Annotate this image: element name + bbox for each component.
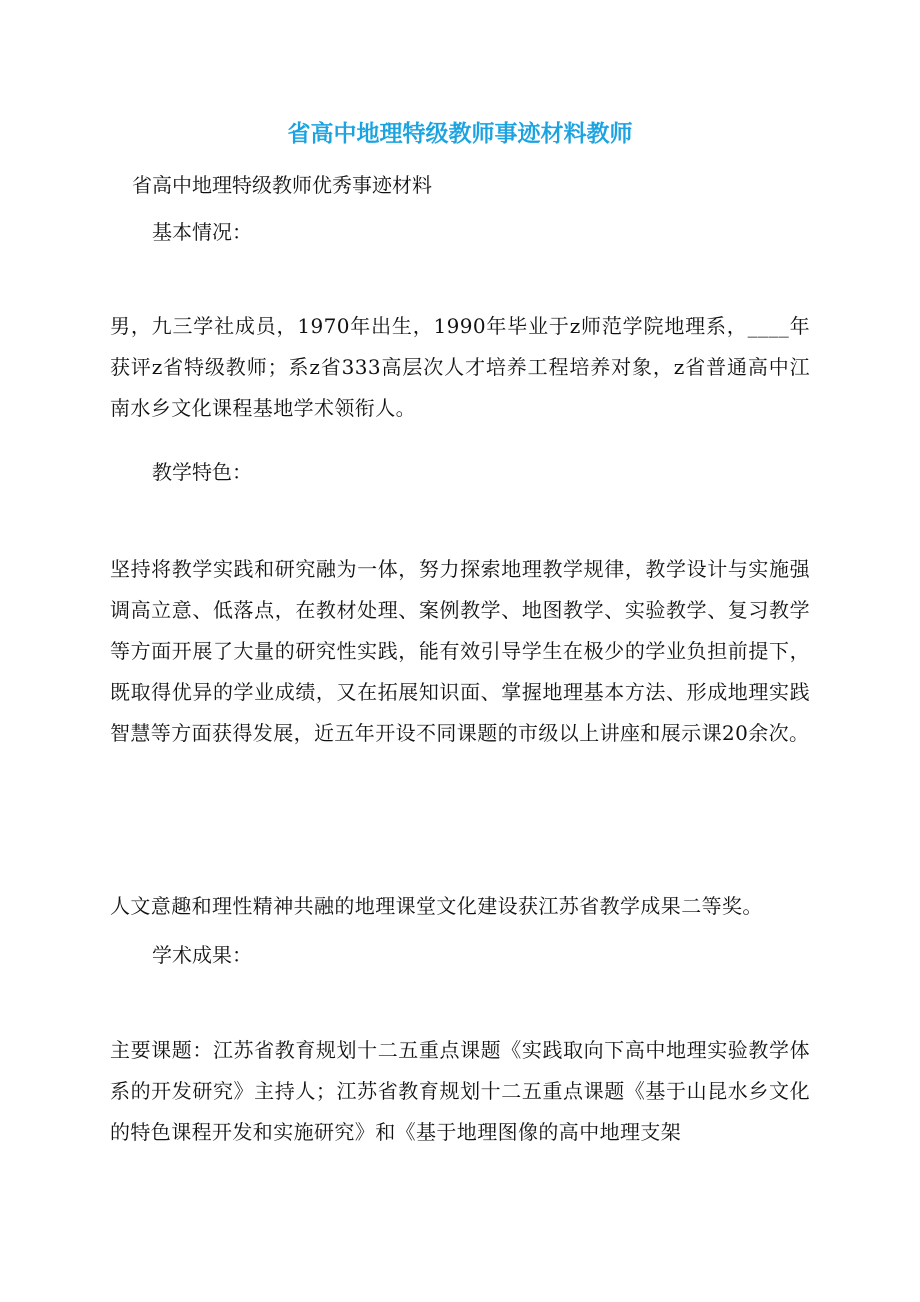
document-title: 省高中地理特级教师事迹材料教师: [287, 121, 633, 147]
teaching-features-paragraph: 坚持将教学实践和研究融为一体，努力探索地理教学规律，教学设计与实施强调高立意、低落点，在教材处理、案例教学、地图教学、实验教学、复习教学等方面开展了大量的研究性实践，能有效引导学生在极少的学业负担前提下，既取得优异的学业成绩，又在拓展知识面、掌握地理基本方法、形成地理实践智慧等方面获得发展，近五年开设不同课题的市级以上讲座和展示课20余次。: [110, 557, 810, 745]
section-heading-academic: 学术成果：: [152, 943, 252, 967]
section-heading-basic: 基本情况：: [152, 220, 252, 244]
teaching-award-paragraph: 人文意趣和理性精神共融的地理课堂文化建设获江苏省教学成果二等奖。: [110, 894, 763, 918]
document-subtitle: 省高中地理特级教师优秀事迹材料: [132, 173, 432, 197]
basic-info-paragraph: 男，九三学社成员，1970年出生，1990年毕业于z师范学院地理系，____年获评z省特级教师；系z省333高层次人才培养工程培养对象，z省普通高中江南水乡文化课程基地学术领衔人。: [110, 314, 810, 420]
academic-results-paragraph: 主要课题：江苏省教育规划十二五重点课题《实践取向下高中地理实验教学体系的开发研究》主持人；江苏省教育规划十二五重点课题《基于山昆水乡文化的特色课程开发和实施研究》和《基于地理图像的高中地理支架: [110, 1038, 810, 1144]
section-heading-teaching: 教学特色：: [152, 460, 252, 484]
